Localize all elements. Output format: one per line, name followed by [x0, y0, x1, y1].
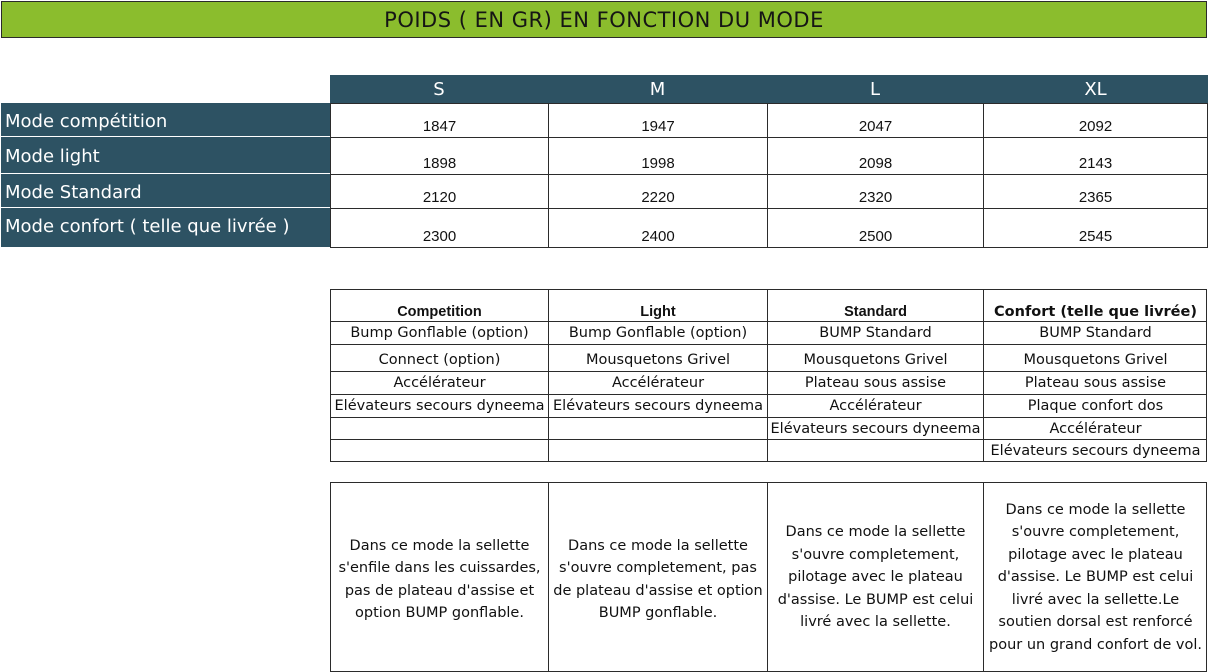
- equipment-item: Plateau sous assise: [768, 372, 984, 395]
- equipment-item: BUMP Standard: [768, 322, 984, 345]
- size-header-xl: XL: [983, 75, 1208, 103]
- equipment-item: BUMP Standard: [984, 322, 1207, 345]
- equipment-item: Elévateurs secours dyneema: [768, 418, 984, 440]
- equipment-item: Connect (option): [331, 345, 549, 372]
- description-line: s'ouvre completement,: [791, 546, 960, 563]
- description-line: Dans ce mode la sellette: [568, 537, 748, 554]
- weight-cell: 2545: [984, 209, 1208, 248]
- weight-cell: 2365: [984, 175, 1208, 209]
- equipment-item: Elévateurs secours dyneema: [331, 395, 549, 418]
- weight-cell: 2098: [768, 138, 984, 175]
- description-line: livré avec la sellette.: [800, 614, 951, 631]
- weight-cell: 2120: [331, 175, 549, 209]
- description-table: [330, 482, 1207, 672]
- equipment-header-standard: Standard: [768, 290, 984, 322]
- description-line: pas de plateau d'assise et: [344, 582, 535, 599]
- description-line: s'ouvre completement,: [1011, 524, 1180, 541]
- equipment-item: Mousquetons Grivel: [768, 345, 984, 372]
- description-line: de plateau d'assise et option: [553, 582, 763, 599]
- weight-cell: 2143: [984, 138, 1208, 175]
- description-line: s'enfile dans les cuissardes,: [338, 560, 541, 576]
- equipment-table: [330, 289, 1207, 462]
- weight-cell: 1998: [549, 138, 768, 175]
- description-line: Dans ce mode la sellette: [1005, 501, 1186, 518]
- description-line: pilotage avec le plateau: [788, 569, 963, 586]
- equipment-header-light: Light: [549, 290, 768, 322]
- mode-label-standard: Mode Standard: [1, 174, 330, 208]
- description-line: s'ouvre completement, pas: [559, 560, 757, 576]
- weight-cell: 2092: [984, 104, 1208, 138]
- size-header-m: M: [548, 75, 767, 103]
- weight-cell: 1947: [549, 104, 768, 138]
- equipment-item: Elévateurs secours dyneema: [549, 395, 768, 418]
- equipment-item: Accélérateur: [331, 372, 549, 395]
- description-line: option BUMP gonflable.: [355, 605, 524, 621]
- page-title: POIDS ( EN GR) EN FONCTION DU MODE: [1, 1, 1207, 38]
- equipment-item: [331, 440, 549, 461]
- description-competition: [331, 483, 549, 672]
- description-line: pilotage avec le plateau: [1008, 546, 1183, 563]
- equipment-item: [331, 418, 549, 440]
- weight-cell: 1898: [331, 138, 549, 175]
- equipment-item: Plaque confort dos: [984, 395, 1207, 418]
- weight-cell: 2220: [549, 175, 768, 209]
- description-line: BUMP gonflable.: [598, 605, 718, 621]
- description-line: Dans ce mode la sellette: [349, 537, 530, 554]
- equipment-header-confort: Confort (telle que livrée): [984, 290, 1207, 322]
- weight-table: [330, 103, 1208, 248]
- weight-cell: 1847: [331, 104, 549, 138]
- weight-cell: 2400: [549, 209, 768, 248]
- equipment-header-competition: Competition: [331, 290, 549, 322]
- equipment-item: [549, 418, 768, 440]
- mode-label-light: Mode light: [1, 137, 330, 174]
- equipment-item: Plateau sous assise: [984, 372, 1207, 395]
- weight-cell: 2047: [768, 104, 984, 138]
- weight-cell: 2320: [768, 175, 984, 209]
- equipment-item: Accélérateur: [984, 418, 1207, 440]
- weight-cell: 2500: [768, 209, 984, 248]
- size-header-s: S: [330, 75, 548, 103]
- description-line: Dans ce mode la sellette: [785, 524, 966, 541]
- equipment-item: Bump Gonflable (option): [549, 322, 768, 345]
- equipment-item: Elévateurs secours dyneema: [990, 442, 1201, 459]
- description-line: d'assise. Le BUMP est celui: [777, 591, 974, 608]
- weight-cell: 2300: [331, 209, 549, 248]
- equipment-item: Mousquetons Grivel: [549, 345, 768, 372]
- mode-label-competition: Mode compétition: [1, 103, 330, 137]
- description-confort: [984, 483, 1207, 672]
- equipment-item: [549, 440, 768, 461]
- equipment-item: Mousquetons Grivel: [984, 345, 1207, 372]
- equipment-item: Bump Gonflable (option): [331, 322, 549, 345]
- equipment-item: [768, 440, 984, 461]
- equipment-item: Accélérateur: [549, 372, 768, 395]
- equipment-item: Accélérateur: [768, 395, 984, 418]
- description-light: [549, 483, 768, 672]
- size-header-l: L: [767, 75, 983, 103]
- description-line: soutien dorsal est renforcé: [998, 614, 1193, 631]
- description-line: pour un grand confort de vol.: [989, 636, 1202, 653]
- description-line: livré avec la sellette.Le: [1011, 591, 1180, 608]
- description-line: d'assise. Le BUMP est celui: [997, 569, 1194, 586]
- description-standard: [768, 483, 984, 672]
- mode-label-confort: Mode confort ( telle que livrée ): [1, 208, 330, 248]
